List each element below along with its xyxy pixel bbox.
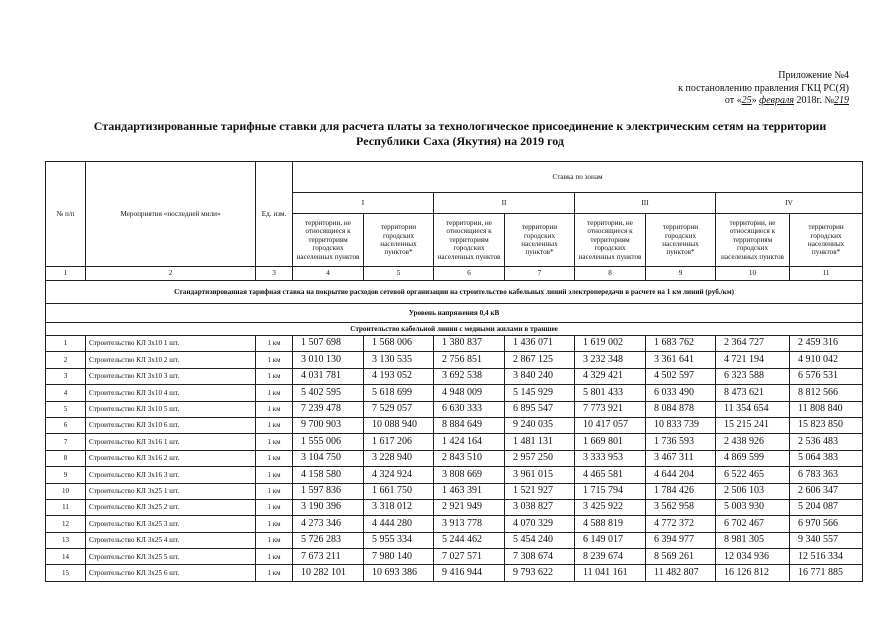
row-number: 10 (46, 483, 86, 499)
section-title: Стандартизированная тарифная ставка на покрытие расходов сетевой организации на строительство кабельных линий электропередачи в расчете на 1 км линий (руб./км) (46, 281, 863, 304)
rate-value: 8 884 649 (434, 417, 505, 433)
table-row (46, 352, 863, 368)
rate-value: 15 823 850 (790, 417, 863, 433)
column-number: 5 (364, 267, 434, 281)
rate-value: 10 417 057 (575, 417, 646, 433)
date-month: февраля (759, 95, 794, 106)
rate-value: 7 673 211 (293, 549, 364, 565)
measure-name: Строительство КЛ 3x10 5 шт. (86, 401, 256, 417)
rate-value: 5 204 087 (790, 499, 863, 515)
measure-name: Строительство КЛ 3x10 1 шт. (86, 336, 256, 352)
rate-value: 5 726 283 (293, 532, 364, 548)
tariff-table (45, 161, 863, 582)
rate-value: 3 318 012 (364, 499, 434, 515)
rate-value: 6 394 977 (646, 532, 716, 548)
rate-value: 3 228 940 (364, 450, 434, 466)
rate-value: 1 597 836 (293, 483, 364, 499)
measure-name: Строительство КЛ 3x25 3 шт. (86, 516, 256, 532)
rate-value: 8 084 878 (646, 401, 716, 417)
rate-value: 3 010 130 (293, 352, 364, 368)
rate-value: 9 793 622 (505, 565, 575, 581)
rate-value: 6 033 490 (646, 385, 716, 401)
date-day: 25 (741, 95, 752, 106)
rate-value: 2 867 125 (505, 352, 575, 368)
rate-value: 5 145 929 (505, 385, 575, 401)
column-number: 3 (256, 267, 293, 281)
rate-value: 6 702 467 (716, 516, 790, 532)
column-number: 7 (505, 267, 575, 281)
unit-cell: 1 км (256, 467, 293, 483)
rate-value: 2 536 483 (790, 434, 863, 450)
table-row (46, 450, 863, 466)
subheader-nonurban: территории, не относящиеся к территориям городских населенных пунктов (293, 214, 364, 267)
rate-value: 12 034 936 (716, 549, 790, 565)
unit-cell: 1 км (256, 352, 293, 368)
unit-cell: 1 км (256, 532, 293, 548)
row-number: 13 (46, 532, 86, 548)
rate-value: 4 644 204 (646, 467, 716, 483)
rate-value: 1 463 391 (434, 483, 505, 499)
rate-value: 4 031 781 (293, 368, 364, 384)
rate-value: 11 041 161 (575, 565, 646, 581)
subheader-urban: территории городских населенных пунктов* (790, 214, 863, 267)
unit-cell: 1 км (256, 434, 293, 450)
column-number: 1 (46, 267, 86, 281)
table-row (46, 368, 863, 384)
header-unit: Ед. изм. (256, 162, 293, 267)
rate-value: 1 661 750 (364, 483, 434, 499)
measure-name: Строительство КЛ 3x25 5 шт. (86, 549, 256, 565)
row-number: 9 (46, 467, 86, 483)
unit-cell: 1 км (256, 368, 293, 384)
measure-name: Строительство КЛ 3x25 4 шт. (86, 532, 256, 548)
rate-value: 5 402 595 (293, 385, 364, 401)
column-number: 11 (790, 267, 863, 281)
rate-value: 3 692 538 (434, 368, 505, 384)
rate-value: 4 070 329 (505, 516, 575, 532)
table-row (46, 565, 863, 581)
rate-value: 5 003 930 (716, 499, 790, 515)
rate-value: 1 436 071 (505, 336, 575, 352)
rate-value: 6 783 363 (790, 467, 863, 483)
table-row (46, 401, 863, 417)
measure-name: Строительство КЛ 3x10 2 шт. (86, 352, 256, 368)
row-number: 5 (46, 401, 86, 417)
measure-name: Строительство КЛ 3x25 1 шт. (86, 483, 256, 499)
column-number: 10 (716, 267, 790, 281)
header-measure: Мероприятия «последней мили» (86, 162, 256, 267)
subsection-title: Строительство кабельной линии с медными жилами в траншее (46, 323, 863, 336)
row-number: 7 (46, 434, 86, 450)
rate-value: 11 354 654 (716, 401, 790, 417)
rate-value: 1 619 002 (575, 336, 646, 352)
unit-cell: 1 км (256, 549, 293, 565)
decree-number: 219 (834, 95, 849, 106)
appendix-title: Приложение №4 (778, 70, 849, 81)
row-number: 11 (46, 499, 86, 515)
rate-value: 4 869 599 (716, 450, 790, 466)
zone-header: I (293, 193, 434, 214)
table-row (46, 483, 863, 499)
rate-value: 1 481 131 (505, 434, 575, 450)
table-row (46, 417, 863, 433)
rate-value: 1 380 837 (434, 336, 505, 352)
rate-value: 9 700 903 (293, 417, 364, 433)
column-number: 8 (575, 267, 646, 281)
rate-value: 4 273 346 (293, 516, 364, 532)
rate-value: 10 833 739 (646, 417, 716, 433)
rate-value: 4 444 280 (364, 516, 434, 532)
row-number: 4 (46, 385, 86, 401)
rate-value: 5 454 240 (505, 532, 575, 548)
rate-value: 7 027 571 (434, 549, 505, 565)
table-row (46, 549, 863, 565)
subheader-urban: территории городских населенных пунктов* (505, 214, 575, 267)
rate-value: 7 980 140 (364, 549, 434, 565)
rate-value: 1 424 164 (434, 434, 505, 450)
rate-value: 9 416 944 (434, 565, 505, 581)
rate-value: 6 149 017 (575, 532, 646, 548)
row-number: 6 (46, 417, 86, 433)
unit-cell: 1 км (256, 565, 293, 581)
rate-value: 3 104 750 (293, 450, 364, 466)
measure-name: Строительство КЛ 3x10 6 шт. (86, 417, 256, 433)
unit-cell: 1 км (256, 450, 293, 466)
rate-value: 5 618 699 (364, 385, 434, 401)
measure-name: Строительство КЛ 3x16 2 шт. (86, 450, 256, 466)
rate-value: 6 576 531 (790, 368, 863, 384)
rate-value: 3 562 958 (646, 499, 716, 515)
rate-value: 1 617 206 (364, 434, 434, 450)
rate-value: 2 756 851 (434, 352, 505, 368)
zone-header: IV (716, 193, 863, 214)
appendix-reference: к постановлению правления ГКЦ РС(Я) (678, 82, 849, 94)
rate-value: 2 506 103 (716, 483, 790, 499)
rate-value: 6 895 547 (505, 401, 575, 417)
rate-value: 15 215 241 (716, 417, 790, 433)
row-number: 12 (46, 516, 86, 532)
table-row (46, 532, 863, 548)
rate-value: 1 715 794 (575, 483, 646, 499)
rate-value: 3 038 827 (505, 499, 575, 515)
rate-value: 6 323 588 (716, 368, 790, 384)
subheader-urban: территории городских населенных пунктов* (364, 214, 434, 267)
zone-header: III (575, 193, 716, 214)
column-number-row (46, 267, 863, 281)
rate-value: 4 465 581 (575, 467, 646, 483)
header-rates-by-zone: Ставка по зонам (293, 162, 863, 193)
rate-value: 16 126 812 (716, 565, 790, 581)
appendix-date: от «25» февраля 2018г. №219 (724, 95, 849, 106)
rate-value: 3 840 240 (505, 368, 575, 384)
rate-value: 6 630 333 (434, 401, 505, 417)
rate-value: 1 521 927 (505, 483, 575, 499)
unit-cell: 1 км (256, 499, 293, 515)
row-number: 8 (46, 450, 86, 466)
rate-value: 8 569 261 (646, 549, 716, 565)
rate-value: 1 568 006 (364, 336, 434, 352)
row-number: 3 (46, 368, 86, 384)
rate-value: 2 921 949 (434, 499, 505, 515)
document-title: Стандартизированные тарифные ставки для расчета платы за технологическое присоединение к электрическим сетям на территории Республики Саха (Якутия) на 2019 год (93, 119, 827, 148)
rate-value: 3 333 953 (575, 450, 646, 466)
column-number: 9 (646, 267, 716, 281)
rate-value: 4 772 372 (646, 516, 716, 532)
unit-cell: 1 км (256, 483, 293, 499)
voltage-level: Уровень напряжения 0,4 кВ (46, 304, 863, 323)
rate-value: 3 425 922 (575, 499, 646, 515)
table-row (46, 434, 863, 450)
row-number: 15 (46, 565, 86, 581)
measure-name: Строительство КЛ 3x25 2 шт. (86, 499, 256, 515)
rate-value: 2 957 250 (505, 450, 575, 466)
rate-value: 10 693 386 (364, 565, 434, 581)
rate-value: 2 606 347 (790, 483, 863, 499)
rate-value: 6 522 465 (716, 467, 790, 483)
rate-value: 4 721 194 (716, 352, 790, 368)
measure-name: Строительство КЛ 3x25 6 шт. (86, 565, 256, 581)
rate-value: 5 955 334 (364, 532, 434, 548)
rate-value: 8 239 674 (575, 549, 646, 565)
rate-value: 4 324 924 (364, 467, 434, 483)
row-number: 1 (46, 336, 86, 352)
measure-name: Строительство КЛ 3x16 1 шт. (86, 434, 256, 450)
rate-value: 2 843 510 (434, 450, 505, 466)
rate-value: 2 364 727 (716, 336, 790, 352)
rate-value: 3 130 535 (364, 352, 434, 368)
rate-value: 3 467 311 (646, 450, 716, 466)
column-number: 4 (293, 267, 364, 281)
rate-value: 4 502 597 (646, 368, 716, 384)
rate-value: 8 981 305 (716, 532, 790, 548)
rate-value: 8 812 566 (790, 385, 863, 401)
rate-value: 6 970 566 (790, 516, 863, 532)
unit-cell: 1 км (256, 401, 293, 417)
rate-value: 3 361 641 (646, 352, 716, 368)
zone-header: II (434, 193, 575, 214)
row-number: 2 (46, 352, 86, 368)
unit-cell: 1 км (256, 417, 293, 433)
unit-cell: 1 км (256, 336, 293, 352)
rate-value: 7 308 674 (505, 549, 575, 565)
column-number: 6 (434, 267, 505, 281)
rate-value: 4 588 819 (575, 516, 646, 532)
rate-value: 3 961 015 (505, 467, 575, 483)
rate-value: 4 329 421 (575, 368, 646, 384)
subheader-nonurban: территории, не относящиеся к территориям городских населенных пунктов (575, 214, 646, 267)
measure-name: Строительство КЛ 3x16 3 шт. (86, 467, 256, 483)
unit-cell: 1 км (256, 516, 293, 532)
table-row (46, 467, 863, 483)
rate-value: 12 516 334 (790, 549, 863, 565)
rate-value: 3 232 348 (575, 352, 646, 368)
table-row (46, 385, 863, 401)
measure-name: Строительство КЛ 3x10 3 шт. (86, 368, 256, 384)
rate-value: 2 459 316 (790, 336, 863, 352)
rate-value: 7 773 921 (575, 401, 646, 417)
rate-value: 5 801 433 (575, 385, 646, 401)
rate-value: 11 482 807 (646, 565, 716, 581)
rate-value: 8 473 621 (716, 385, 790, 401)
rate-value: 1 669 801 (575, 434, 646, 450)
rate-value: 9 340 557 (790, 532, 863, 548)
rate-value: 1 736 593 (646, 434, 716, 450)
rate-value: 4 158 580 (293, 467, 364, 483)
rate-value: 7 529 057 (364, 401, 434, 417)
row-number: 14 (46, 549, 86, 565)
rate-value: 3 913 778 (434, 516, 505, 532)
rate-value: 10 282 101 (293, 565, 364, 581)
rate-value: 2 438 926 (716, 434, 790, 450)
rate-value: 16 771 885 (790, 565, 863, 581)
rate-value: 9 240 035 (505, 417, 575, 433)
subheader-urban: территории городских населенных пунктов* (646, 214, 716, 267)
header-num: № п/п (46, 162, 86, 267)
rate-value: 1 784 426 (646, 483, 716, 499)
subheader-nonurban: территории, не относящиеся к территориям городских населенных пунктов (716, 214, 790, 267)
rate-value: 5 244 462 (434, 532, 505, 548)
table-row (46, 336, 863, 352)
rate-value: 3 190 396 (293, 499, 364, 515)
measure-name: Строительство КЛ 3x10 4 шт. (86, 385, 256, 401)
table-row (46, 499, 863, 515)
appendix-block (678, 70, 849, 108)
subheader-nonurban: территории, не относящиеся к территориям городских населенных пунктов (434, 214, 505, 267)
rate-value: 5 064 383 (790, 450, 863, 466)
rate-value: 10 088 940 (364, 417, 434, 433)
rate-value: 1 555 006 (293, 434, 364, 450)
rate-value: 3 808 669 (434, 467, 505, 483)
rate-value: 4 910 042 (790, 352, 863, 368)
column-number: 2 (86, 267, 256, 281)
rate-value: 1 507 698 (293, 336, 364, 352)
unit-cell: 1 км (256, 385, 293, 401)
rate-value: 7 239 478 (293, 401, 364, 417)
table-row (46, 516, 863, 532)
rate-value: 1 683 762 (646, 336, 716, 352)
rate-value: 4 193 052 (364, 368, 434, 384)
rate-value: 4 948 009 (434, 385, 505, 401)
rate-value: 11 808 840 (790, 401, 863, 417)
